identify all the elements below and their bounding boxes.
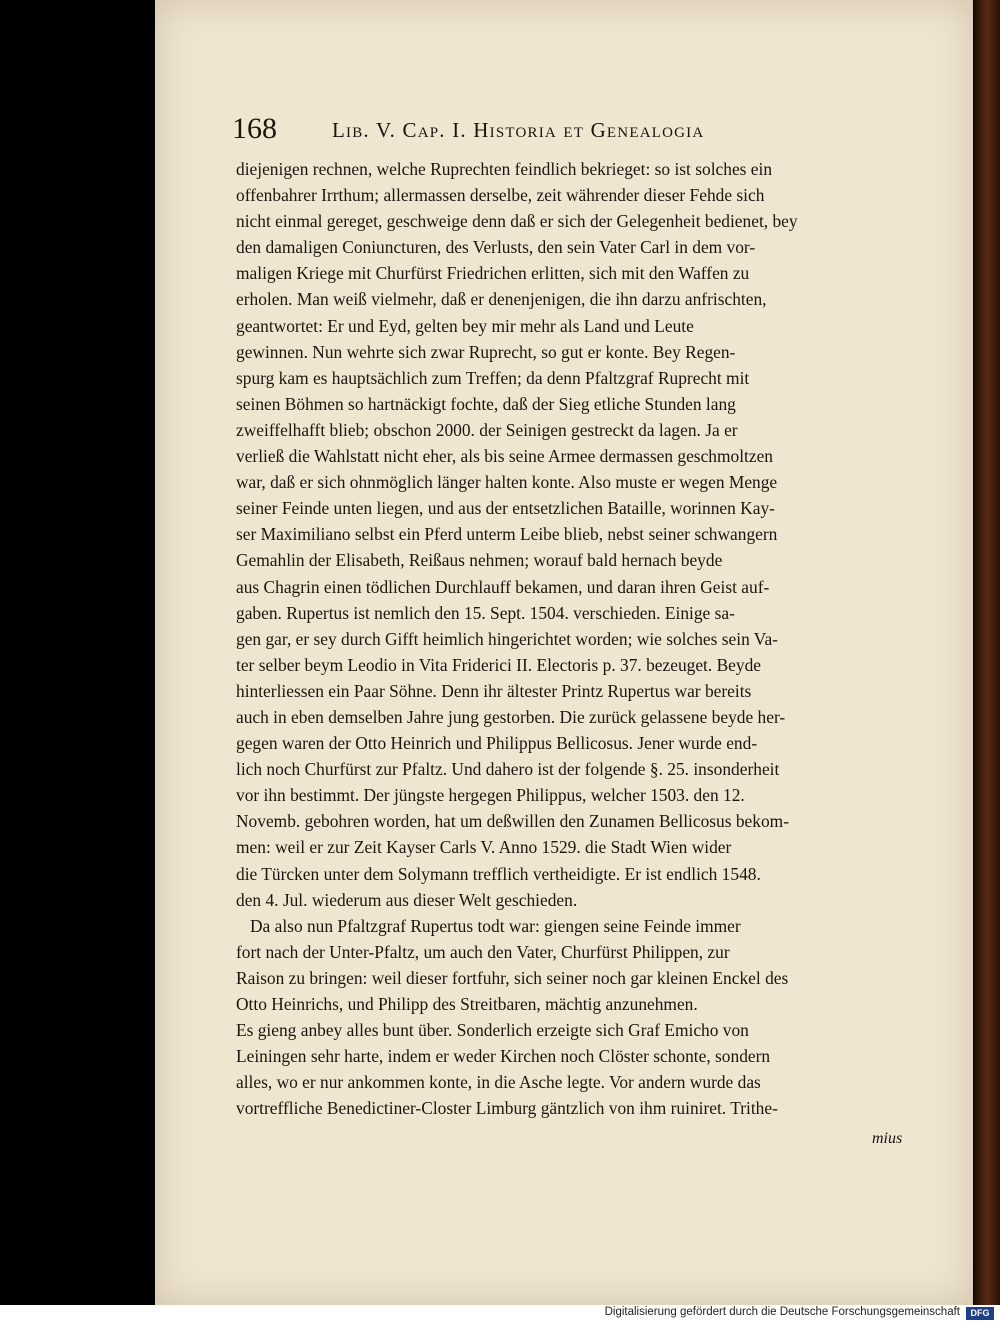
- text-line: fort nach der Unter-Pfaltz, um auch den Vater, Churfürst Philippen, zur: [236, 941, 730, 962]
- text-line: lich noch Churfürst zur Pfaltz. Und dahero ist der folgende §. 25. insonderheit: [236, 759, 780, 780]
- text-line: Da also nun Pfaltzgraf Rupertus todt war: giengen seine Feinde immer: [250, 915, 741, 936]
- text-line: seiner Feinde unten liegen, und aus der entsetzlichen Bataille, worinnen Kay-: [236, 498, 775, 519]
- text-line: diejenigen rechnen, welche Ruprechten feindlich bekrieget: so ist solches ein: [236, 159, 773, 179]
- text-line: den 4. Jul. wiederum aus dieser Welt geschieden.: [236, 889, 578, 910]
- text-line: maligen Kriege mit Churfürst Friedrichen erlitten, sich mit den Waffen zu: [236, 263, 750, 284]
- text-line: ter selber beym Leodio in Vita Friderici II. Electoris p. 37. bezeuget. Beyde: [236, 654, 762, 675]
- text-line: ser Maximiliano selbst ein Pferd unterm Leibe blieb, nebst seiner schwangern: [236, 524, 778, 545]
- text-line: auch in eben demselben Jahre jung gestorben. Die zurück gelassene beyde her-: [236, 706, 786, 727]
- page-number: 168: [232, 112, 277, 145]
- text-line: aus Chagrin einen tödlichen Durchlauff bekamen, und daran ihren Geist auf-: [236, 576, 770, 597]
- text-line: geantwortet: Er und Eyd, gelten bey mir mehr als Land und Leute: [236, 315, 694, 336]
- text-line: seinen Böhmen so hartnäckigt fochte, daß der Sieg etliche Stunden lang: [236, 393, 736, 414]
- text-line: die Türcken unter dem Solymann trefflich vertheidigte. Er ist endlich 1548.: [236, 863, 761, 884]
- text-line: offenbahrer Irrthum; allermassen derselbe, zeit währender dieser Fehde sich: [236, 185, 765, 206]
- text-line: nicht einmal gereget, geschweige denn daß er sich der Gelegenheit bedienet, bey: [236, 211, 798, 232]
- catchword: mius: [872, 1130, 903, 1147]
- text-line: gaben. Rupertus ist nemlich den 15. Sept. 1504. verschieden. Einige sa-: [236, 602, 735, 623]
- text-line: spurg kam es hauptsächlich zum Treffen; da denn Pfaltzgraf Ruprecht mit: [236, 367, 750, 388]
- text-line: war, daß er sich ohnmöglich länger halten konte. Also muste er wegen Menge: [236, 472, 778, 493]
- text-line: zweiffelhafft blieb; obschon 2000. der Seinigen gestreckt da lagen. Ja er: [236, 419, 738, 440]
- text-line: Raison zu bringen: weil dieser fortfuhr, sich seiner noch gar kleinen Enckel des: [236, 967, 789, 988]
- text-line: Novemb. gebohren worden, hat um deßwillen den Zunamen Bellicosus bekom-: [236, 811, 789, 832]
- body-text: [236, 156, 926, 1121]
- text-line: men: weil er zur Zeit Kayser Carls V. Anno 1529. die Stadt Wien wider: [236, 837, 732, 858]
- book-edge: [974, 0, 1000, 1305]
- text-line: vortreffliche Benedictiner-Closter Limburg gäntzlich von ihm ruiniret. Trithe-: [236, 1098, 778, 1119]
- page-header: [232, 112, 832, 148]
- text-line: alles, wo er nur ankommen konte, in die Asche legte. Vor andern wurde das: [236, 1072, 761, 1093]
- running-head: Lib. V. Cap. I. Historia et Genealogia: [332, 118, 705, 142]
- text-line: Es gieng anbey alles bunt über. Sonderlich erzeigte sich Graf Emicho von: [236, 1020, 749, 1041]
- text-line: gen gar, er sey durch Gifft heimlich hingerichtet worden; wie solches sein Va-: [236, 628, 778, 649]
- text-line: Otto Heinrichs, und Philipp des Streitbaren, mächtig anzunehmen.: [236, 994, 698, 1014]
- text-line: erholen. Man weiß vielmehr, daß er denenjenigen, die ihn darzu anfrischten,: [236, 289, 767, 310]
- text-line: gegen waren der Otto Heinrich und Philippus Bellicosus. Jener wurde end-: [236, 733, 758, 754]
- text-line: gewinnen. Nun wehrte sich zwar Ruprecht, so gut er konte. Bey Regen-: [236, 341, 736, 362]
- text-line: Gemahlin der Elisabeth, Reißaus nehmen; worauf bald hernach beyde: [236, 550, 723, 571]
- dfg-logo: DFG: [966, 1307, 994, 1320]
- funding-credit: Digitalisierung gefördert durch die Deutsche Forschungsgemeinschaft: [604, 1306, 960, 1318]
- text-line: den damaligen Coniuncturen, des Verlusts, den sein Vater Carl in dem vor-: [236, 237, 756, 258]
- text-line: hinterliessen ein Paar Söhne. Denn ihr ältester Printz Rupertus war bereits: [236, 680, 752, 701]
- text-line: verließ die Wahlstatt nicht eher, als bis seine Armee dermassen geschmoltzen: [236, 446, 774, 467]
- text-line: vor ihn bestimmt. Der jüngste hergegen Philippus, welcher 1503. den 12.: [236, 785, 745, 806]
- footer-bar: [0, 1305, 1000, 1323]
- text-line: Leiningen sehr harte, indem er weder Kirchen noch Clöster schonte, sondern: [236, 1046, 771, 1067]
